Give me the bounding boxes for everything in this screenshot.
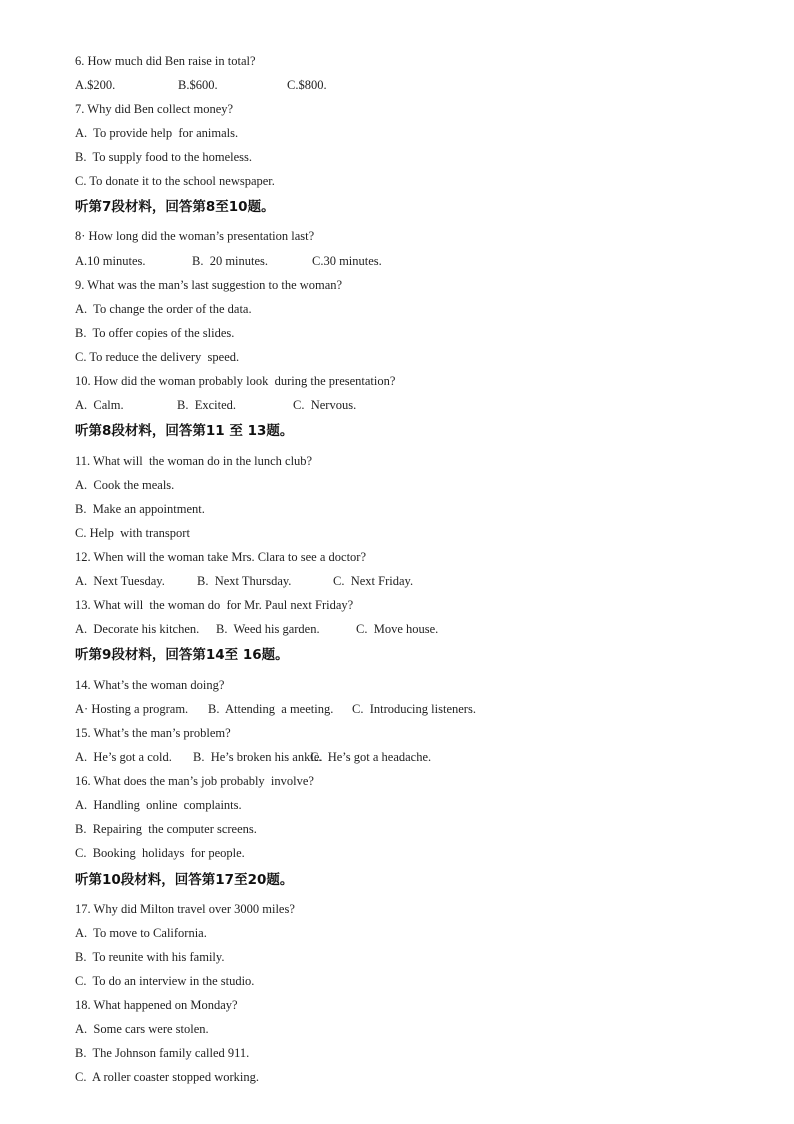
question-line: A. To move to California.	[75, 926, 207, 940]
question-line: 6. How much did Ben raise in total?	[75, 54, 256, 68]
question-line: C. Booking holidays for people.	[75, 846, 245, 860]
question-line: A. To change the order of the data.	[75, 302, 252, 316]
question-line: C. Help with transport	[75, 526, 190, 540]
question-line: 9. What was the man’s last suggestion to the woman?	[75, 278, 343, 292]
question-line: 13. What will the woman do for Mr. Paul next Friday?	[75, 598, 354, 612]
answer-option: C.30 minutes.	[312, 254, 382, 268]
answer-option: C.$800.	[287, 78, 327, 92]
answer-option: B. He’s broken his ankle.	[193, 750, 323, 764]
question-line: B. To reunite with his family.	[75, 950, 225, 964]
answer-option: A· Hosting a program.	[75, 702, 189, 716]
question-line: B. The Johnson family called 911.	[75, 1046, 250, 1060]
answer-option: A. Next Tuesday.	[75, 574, 165, 588]
answer-option: A. Decorate his kitchen.	[75, 622, 200, 636]
answer-option: A. He’s got a cold.	[75, 750, 172, 764]
section-heading: 听第7段材料，回答第8至10题。	[75, 199, 275, 215]
question-line: A. Handling online complaints.	[75, 798, 242, 812]
question-line: 8· How long did the woman’s presentation last?	[75, 229, 315, 243]
question-line: C. A roller coaster stopped working.	[75, 1070, 259, 1084]
answer-option: A.10 minutes.	[75, 254, 146, 268]
question-line: 11. What will the woman do in the lunch club?	[75, 454, 313, 468]
answer-option: B.$600.	[178, 78, 218, 92]
answer-option: B. Next Thursday.	[197, 574, 292, 588]
answer-option: A. Calm.	[75, 398, 124, 412]
question-line: 16. What does the man’s job probably involve?	[75, 774, 314, 788]
section-heading: 听第9段材料，回答第14至 16题。	[75, 647, 289, 663]
question-line: 14. What’s the woman doing?	[75, 678, 225, 692]
answer-option: A.$200.	[75, 78, 116, 92]
question-line: 10. How did the woman probably look during the presentation?	[75, 374, 396, 388]
answer-option: B. Weed his garden.	[216, 622, 320, 636]
question-line: B. Repairing the computer screens.	[75, 822, 257, 836]
question-line: 18. What happened on Monday?	[75, 998, 238, 1012]
answer-option: B. Excited.	[177, 398, 237, 412]
question-line: 15. What’s the man’s problem?	[75, 726, 231, 740]
answer-option: C. Nervous.	[293, 398, 357, 412]
question-line: C. To do an interview in the studio.	[75, 974, 255, 988]
question-line: 7. Why did Ben collect money?	[75, 102, 234, 116]
section-heading: 听第10段材料，回答第17至20题。	[75, 872, 294, 888]
question-line: B. To offer copies of the slides.	[75, 326, 235, 340]
question-line: C. To donate it to the school newspaper.	[75, 174, 275, 188]
answer-option: B. Attending a meeting.	[208, 702, 334, 716]
question-line: C. To reduce the delivery speed.	[75, 350, 240, 364]
answer-option: B. 20 minutes.	[192, 254, 269, 268]
question-line: 12. When will the woman take Mrs. Clara to see a doctor?	[75, 550, 367, 564]
question-line: B. Make an appointment.	[75, 502, 205, 516]
question-line: A. Some cars were stolen.	[75, 1022, 209, 1036]
question-line: A. To provide help for animals.	[75, 126, 239, 140]
section-heading: 听第8段材料，回答第11 至 13题。	[75, 423, 294, 439]
answer-option: C. Move house.	[356, 622, 439, 636]
answer-option: C. He’s got a headache.	[310, 750, 432, 764]
answer-option: C. Next Friday.	[333, 574, 414, 588]
question-line: B. To supply food to the homeless.	[75, 150, 253, 164]
question-line: A. Cook the meals.	[75, 478, 175, 492]
answer-option: C. Introducing listeners.	[352, 702, 476, 716]
question-line: 17. Why did Milton travel over 3000 miles?	[75, 902, 295, 916]
